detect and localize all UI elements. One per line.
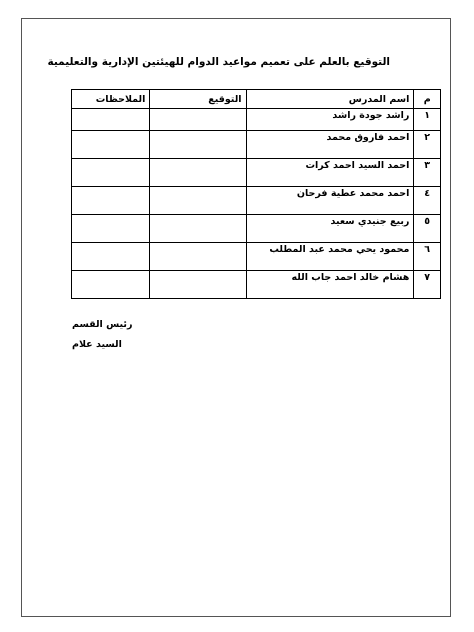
table-row [72,187,441,215]
signature-cell [150,159,246,187]
row-number: ٦ [414,243,441,271]
row-number: ٥ [414,215,441,243]
table-row [72,109,441,131]
notes-cell [72,243,150,271]
department-head-title: رئيس القسم [72,319,133,330]
document-title: التوقيع بالعلم على تعميم مواعيد الدوام للهيئتين الإدارية والتعليمية [47,56,390,68]
signature-cell [150,187,246,215]
signature-cell [150,243,246,271]
teacher-name: احمد فاروق محمد [246,131,414,159]
teacher-name: محمود يحي محمد عبد المطلب [246,243,414,271]
teacher-name: هشام خالد احمد جاب الله [246,271,414,299]
teacher-name: احمد محمد عطية فرحان [246,187,414,215]
signature-cell [150,109,246,131]
row-number: ١ [414,109,441,131]
table-row [72,131,441,159]
notes-cell [72,131,150,159]
notes-cell [72,159,150,187]
teacher-name: راشد جودة راشد [246,109,414,131]
teacher-name: احمد السيد احمد كرات [246,159,414,187]
signature-block [72,319,192,359]
signature-table [71,89,441,299]
notes-cell [72,215,150,243]
header-notes: الملاحظات [72,90,150,109]
row-number: ٧ [414,271,441,299]
table-row [72,243,441,271]
table-row [72,159,441,187]
notes-cell [72,271,150,299]
signature-cell [150,271,246,299]
teacher-name: ربيع جنيدي سعيد [246,215,414,243]
header-teacher-name: اسم المدرس [246,90,414,109]
table-row [72,271,441,299]
row-number: ٤ [414,187,441,215]
department-head-name: السيد علام [72,339,122,350]
header-number: م [414,90,441,109]
signature-cell [150,215,246,243]
signature-cell [150,131,246,159]
row-number: ٣ [414,159,441,187]
table-row [72,215,441,243]
notes-cell [72,109,150,131]
header-signature: التوقيع [150,90,246,109]
table-header-row [72,90,441,109]
notes-cell [72,187,150,215]
row-number: ٢ [414,131,441,159]
